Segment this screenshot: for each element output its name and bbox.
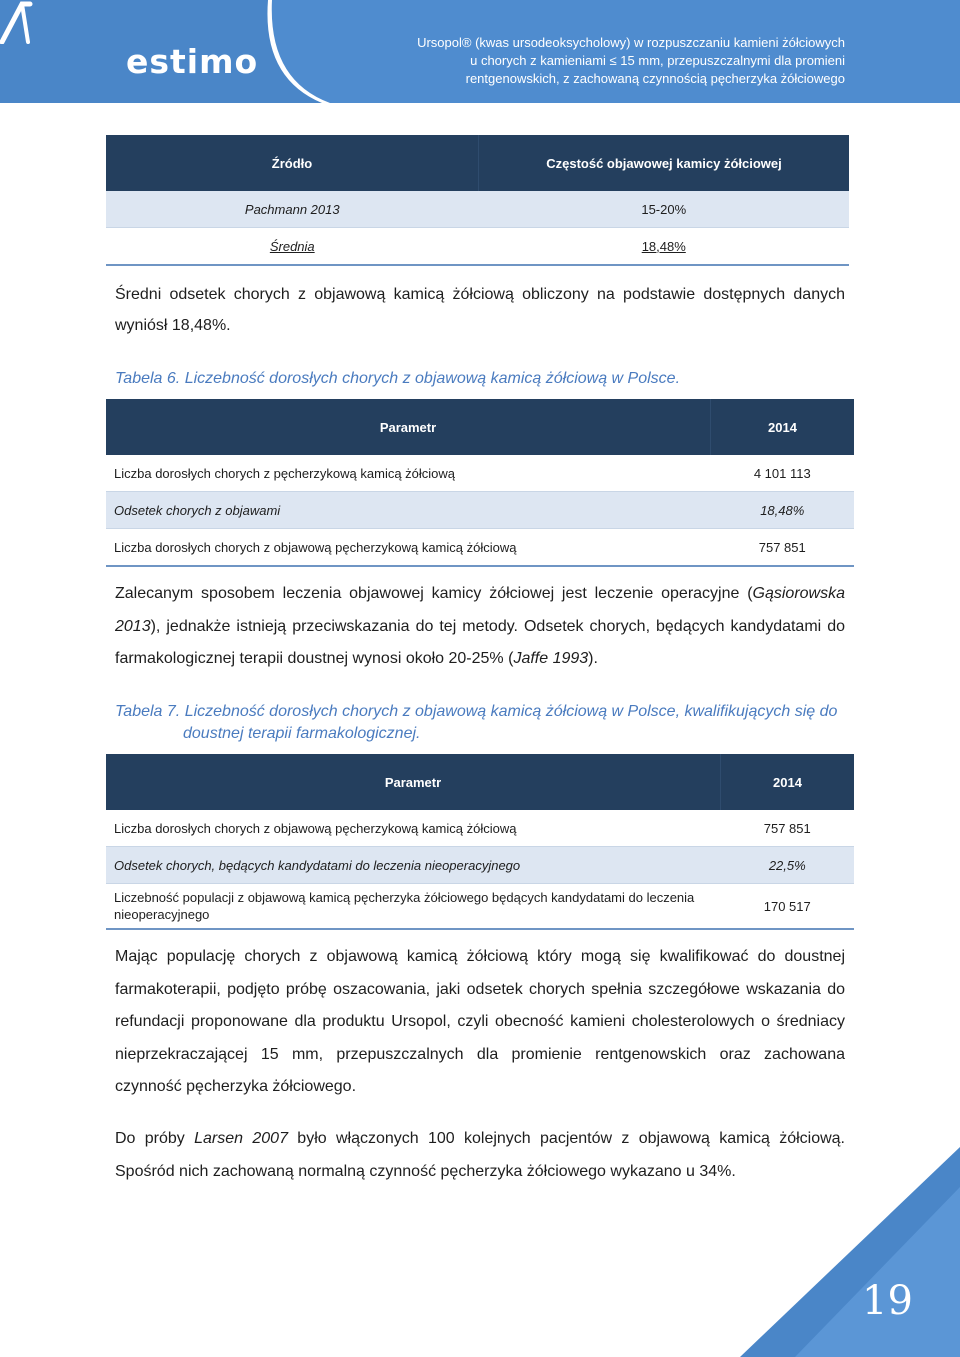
- caption-line: Tabela 7. Liczebność dorosłych chorych z objawową kamicą żółciową w Polsce, kwalifikujących się do: [115, 703, 838, 720]
- text-run: Do próby: [115, 1130, 195, 1147]
- table-header-cell: 2014: [711, 399, 855, 455]
- citation: Jaffe 1993: [513, 650, 589, 667]
- table-cell: Liczba dorosłych chorych z objawową pęcherzykową kamicą żółciową: [106, 810, 721, 847]
- logo-text: estimo: [126, 42, 259, 81]
- paragraph: [115, 578, 845, 676]
- paragraph: Średni odsetek chorych z objawową kamicą żółciową obliczony na podstawie dostępnych danych wyniósł 18,48%.: [115, 286, 845, 334]
- table-cell: Odsetek chorych z objawami: [106, 492, 711, 529]
- table-header-cell: Częstość objawowej kamicy żółciowej: [479, 135, 850, 191]
- table-caption: [115, 701, 837, 745]
- frequency-table: [106, 135, 849, 266]
- title-line: u chorych z kamieniami ≤ 15 mm, przepuszczalnymi dla promieni: [470, 53, 845, 68]
- table-row: [106, 492, 854, 529]
- table-row: [106, 228, 849, 266]
- table-cell: 4 101 113: [711, 455, 855, 492]
- table-cell: Średnia: [106, 228, 479, 266]
- table-header-cell: 2014: [721, 754, 855, 810]
- table-cell: Pachmann 2013: [106, 191, 479, 228]
- table-row: [106, 529, 854, 567]
- title-line: rentgenowskich, z zachowaną czynnością pęcherzyka żółciowego: [465, 71, 845, 86]
- table-header-cell: Parametr: [106, 399, 711, 455]
- text-run: było włączonych 100 kolejnych pacjentów z objawową kamicą żółciową. Spośród nich zachowaną normalną czynność pęcherzyka żółciowego wykazano u 34%.: [115, 1130, 845, 1180]
- title-line: Ursopol® (kwas ursodeoksycholowy) w rozpuszczaniu kamieni żółciowych: [417, 35, 845, 50]
- table-6: [106, 399, 854, 567]
- table-cell: Liczba dorosłych chorych z pęcherzykową kamicą żółciową: [106, 455, 711, 492]
- table-cell: 170 517: [721, 884, 855, 930]
- table-cell: 757 851: [721, 810, 855, 847]
- corner-decoration: [710, 1147, 960, 1357]
- table-7: [106, 754, 854, 930]
- text-run: ), jednakże istnieją przeciwskazania do tej metody. Odsetek chorych, będących kandydatami do farmakologicznej terapii doustnej wynosi około 20-25% (: [115, 617, 845, 667]
- caption-line: doustnej terapii farmakologicznej.: [183, 725, 421, 742]
- table-header-cell: Parametr: [106, 754, 721, 810]
- citation: Larsen 2007: [194, 1130, 288, 1147]
- table-cell: Odsetek chorych, będących kandydatami do leczenia nieoperacyjnego: [106, 847, 721, 884]
- page-header: [0, 0, 960, 103]
- table-header-cell: Źródło: [106, 135, 479, 191]
- table-cell: Liczba dorosłych chorych z objawową pęcherzykową kamicą żółciową: [106, 529, 711, 567]
- table-cell: 757 851: [711, 529, 855, 567]
- table-caption: Tabela 6. Liczebność dorosłych chorych z objawową kamicą żółciową w Polsce.: [115, 370, 681, 387]
- table-cell: Liczebność populacji z objawową kamicą pęcherzyka żółciowego będących kandydatami do leczenia nieoperacyjnego: [106, 884, 721, 930]
- page-number: 19: [862, 1278, 913, 1324]
- text-run: ).: [588, 650, 598, 667]
- table-row: [106, 810, 854, 847]
- document-title: [325, 34, 845, 88]
- table-row: [106, 455, 854, 492]
- text-run: Zalecanym sposobem leczenia objawowej kamicy żółciowej jest leczenie operacyjne (: [115, 585, 753, 602]
- paragraph: Mając populację chorych z objawową kamicą żółciową który mogą się kwalifikować do doustnej farmakoterapii, podjęto próbę oszacowania, jaki odsetek chorych spełnia szczegółowe wskazania do refundacji proponowane dla produktu Ursopol, czyli obecność kamieni cholesterolowych o średniacy nieprzekraczającej 15 mm, przepuszczalnych dla promienie rentgenowskich oraz zachowana czynność pęcherzyka żółciowego.: [115, 948, 845, 1095]
- table-row: [106, 847, 854, 884]
- table-cell: 22,5%: [721, 847, 855, 884]
- table-cell: 15-20%: [479, 191, 850, 228]
- table-cell: 18,48%: [479, 228, 850, 266]
- table-row: [106, 884, 854, 930]
- citation: Gąsiorowska 2013: [115, 585, 845, 635]
- estimo-logo-icon: [0, 0, 160, 44]
- table-cell: 18,48%: [711, 492, 855, 529]
- table-row: [106, 191, 849, 228]
